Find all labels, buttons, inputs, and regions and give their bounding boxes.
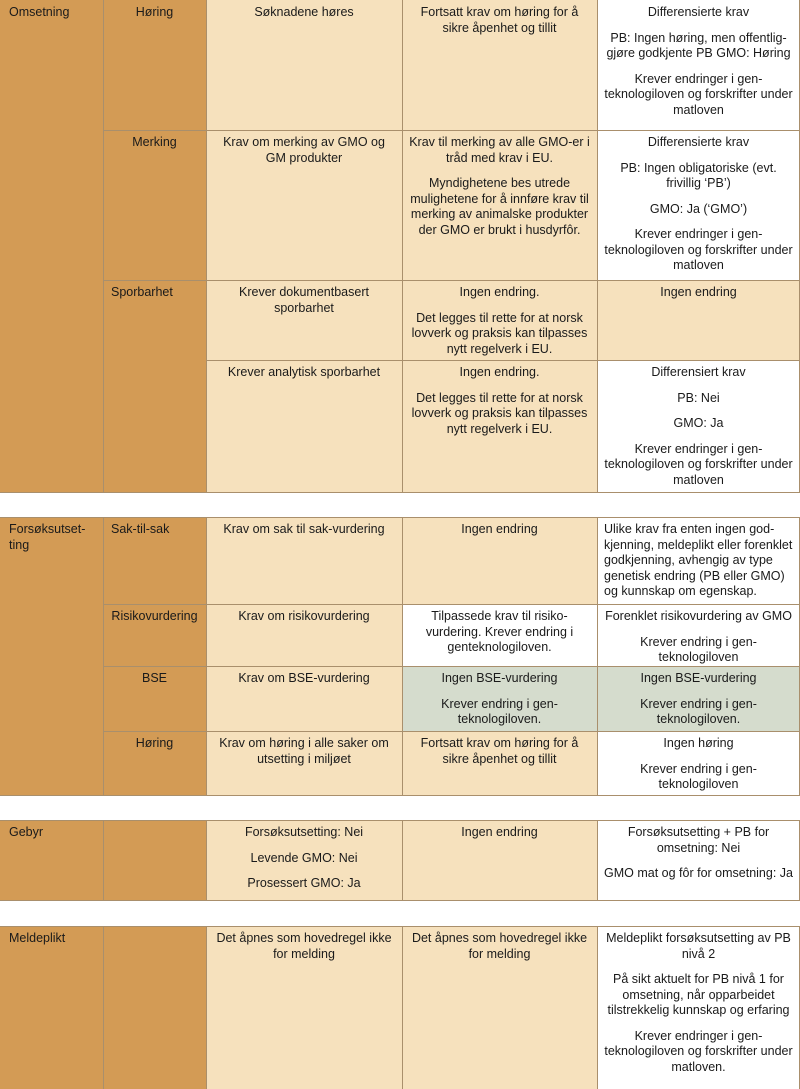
grid-line <box>0 900 800 901</box>
grid-line <box>206 360 800 361</box>
section-label: Gebyr <box>9 825 44 839</box>
cell-current: Krav om sak til sak-vurdering <box>206 517 402 604</box>
row-risikovurdering <box>103 604 206 666</box>
section-label: Meldeplikt <box>9 931 66 945</box>
grid-line <box>103 666 800 667</box>
grid-line <box>206 0 207 493</box>
row-label: BSE <box>141 671 167 685</box>
row-label: Høring <box>135 736 174 750</box>
grid-line <box>402 926 403 1089</box>
cell-proposal-a: Ingen endring <box>402 820 597 901</box>
cell-proposal-b: Forsøksutsetting + PB for omsetning: Nei GMO mat og fôr for omsetning: Ja <box>597 820 800 901</box>
cell-current: Søknadene høres <box>206 0 402 130</box>
grid-line <box>597 926 598 1089</box>
grid-line <box>0 492 800 493</box>
grid-line <box>103 517 104 796</box>
cell-proposal-b: Forenklet risikovurdering av GMO Krever endring i genteknologiloven <box>597 604 800 666</box>
cell-current: Det åpnes som hovedregel ikke for melding <box>206 926 402 1089</box>
grid-line <box>402 0 403 493</box>
grid-line <box>103 926 104 1089</box>
grid-line <box>0 517 800 518</box>
cell-proposal-b: Differensiert krav PB: Nei GMO: Ja Krever endringer i genteknologiloven og forskrifter under matloven <box>597 360 800 493</box>
section-omsetning <box>0 0 103 493</box>
cell-proposal-b: Differensierte krav PB: Ingen høring, men offentliggjøre godkjente PB GMO: Høring Krever endringer i genteknologiloven og forskrifter under matloven <box>597 0 800 130</box>
cell-current: Krav om BSE-vurdering <box>206 666 402 731</box>
row-label: Sporbarhet <box>111 285 173 299</box>
row-horing <box>103 0 206 130</box>
grid-line <box>402 517 403 796</box>
row-gebyr <box>103 820 206 901</box>
row-bse <box>103 666 206 731</box>
grid-line <box>103 604 800 605</box>
row-merking <box>103 130 206 280</box>
grid-line <box>597 0 598 493</box>
section-label: Forsøksutsetting <box>9 522 86 552</box>
cell-proposal-a: Fortsatt krav om høring for å sikre åpenhet og tillit <box>402 0 597 130</box>
cell-proposal-a: Tilpassede krav til risikovurdering. Krever endring i genteknologiloven. <box>402 604 597 666</box>
row-label: Risikovurdering <box>111 609 198 623</box>
cell-proposal-b: Ulike krav fra enten ingen godkjenning, meldeplikt eller forenklet godkjenning, avhengig av type genetisk endring (PB eller GMO) og kunnskap om egenskap. <box>597 517 800 604</box>
grid-line <box>206 820 207 901</box>
section-label: Omsetning <box>9 5 70 19</box>
cell-proposal-a: Krav til merking av alle GMO-er i tråd med krav i EU. Myndighetene bes utrede mulighetene for å innføre krav til merking av animalske produkter der GMO er brukt i husdyrfôr. <box>402 130 597 280</box>
section-forsoksutsetting <box>0 517 103 796</box>
row-sporbarhet <box>103 280 206 493</box>
grid-line <box>103 731 800 732</box>
grid-line <box>402 820 403 901</box>
cell-proposal-a: Ingen BSE-vurdering Krever endring i genteknologiloven. <box>402 666 597 731</box>
section-meldeplikt <box>0 926 103 1089</box>
cell-current: Krav om risikovurdering <box>206 604 402 666</box>
section-gebyr <box>0 820 103 901</box>
grid-line <box>103 0 104 493</box>
row-label: Høring <box>135 5 174 19</box>
cell-current: Krever analytisk sporbarhet <box>206 360 402 493</box>
row-label: Sak-til-sak <box>111 522 170 536</box>
cell-proposal-a: Fortsatt krav om høring for å sikre åpenhet og tillit <box>402 731 597 796</box>
grid-line <box>0 795 800 796</box>
row-label: Merking <box>132 135 177 149</box>
cell-proposal-b: Ingen høring Krever endring i genteknologiloven <box>597 731 800 796</box>
row-horing-utsetting <box>103 731 206 796</box>
cell-current: Krav om merking av GMO og GM produkter <box>206 130 402 280</box>
cell-proposal-b: Differensierte krav PB: Ingen obligatoriske (evt. frivillig ‘PB’) GMO: Ja (‘GMO’) Krever endringer i genteknologiloven og forskrifter under matloven <box>597 130 800 280</box>
grid-line <box>206 926 207 1089</box>
grid-line <box>103 130 800 131</box>
cell-proposal-b: Meldeplikt forsøksutsetting av PB nivå 2 På sikt aktuelt for PB nivå 1 for omsetning, når opparbeidet tilstrekkelig kunnskap og erfaring Krever endringer i genteknologiloven og forskrifter under matloven. <box>597 926 800 1089</box>
grid-line <box>103 280 800 281</box>
grid-line <box>0 820 800 821</box>
cell-current: Krever dokumentbasert sporbarhet <box>206 280 402 360</box>
cell-current: Krav om høring i alle saker om utsetting i miljøet <box>206 731 402 796</box>
grid-line <box>597 517 598 796</box>
cell-proposal-a: Ingen endring <box>402 517 597 604</box>
grid-line <box>206 517 207 796</box>
grid-line <box>103 820 104 901</box>
cell-proposal-a: Det åpnes som hovedregel ikke for melding <box>402 926 597 1089</box>
cell-proposal-b: Ingen BSE-vurdering Krever endring i genteknologiloven. <box>597 666 800 731</box>
grid-line <box>597 820 598 901</box>
row-meldeplikt <box>103 926 206 1089</box>
cell-proposal-a: Ingen endring. Det legges til rette for at norsk lovverk og praksis kan tilpasses nytt regelverk i EU. <box>402 280 597 360</box>
cell-proposal-b: Ingen endring <box>597 280 800 360</box>
cell-current: Forsøksutsetting: Nei Levende GMO: Nei Prosessert GMO: Ja <box>206 820 402 901</box>
row-sak-til-sak <box>103 517 206 604</box>
grid-line <box>0 926 800 927</box>
cell-proposal-a: Ingen endring. Det legges til rette for at norsk lovverk og praksis kan tilpasses nytt regelverk i EU. <box>402 360 597 493</box>
